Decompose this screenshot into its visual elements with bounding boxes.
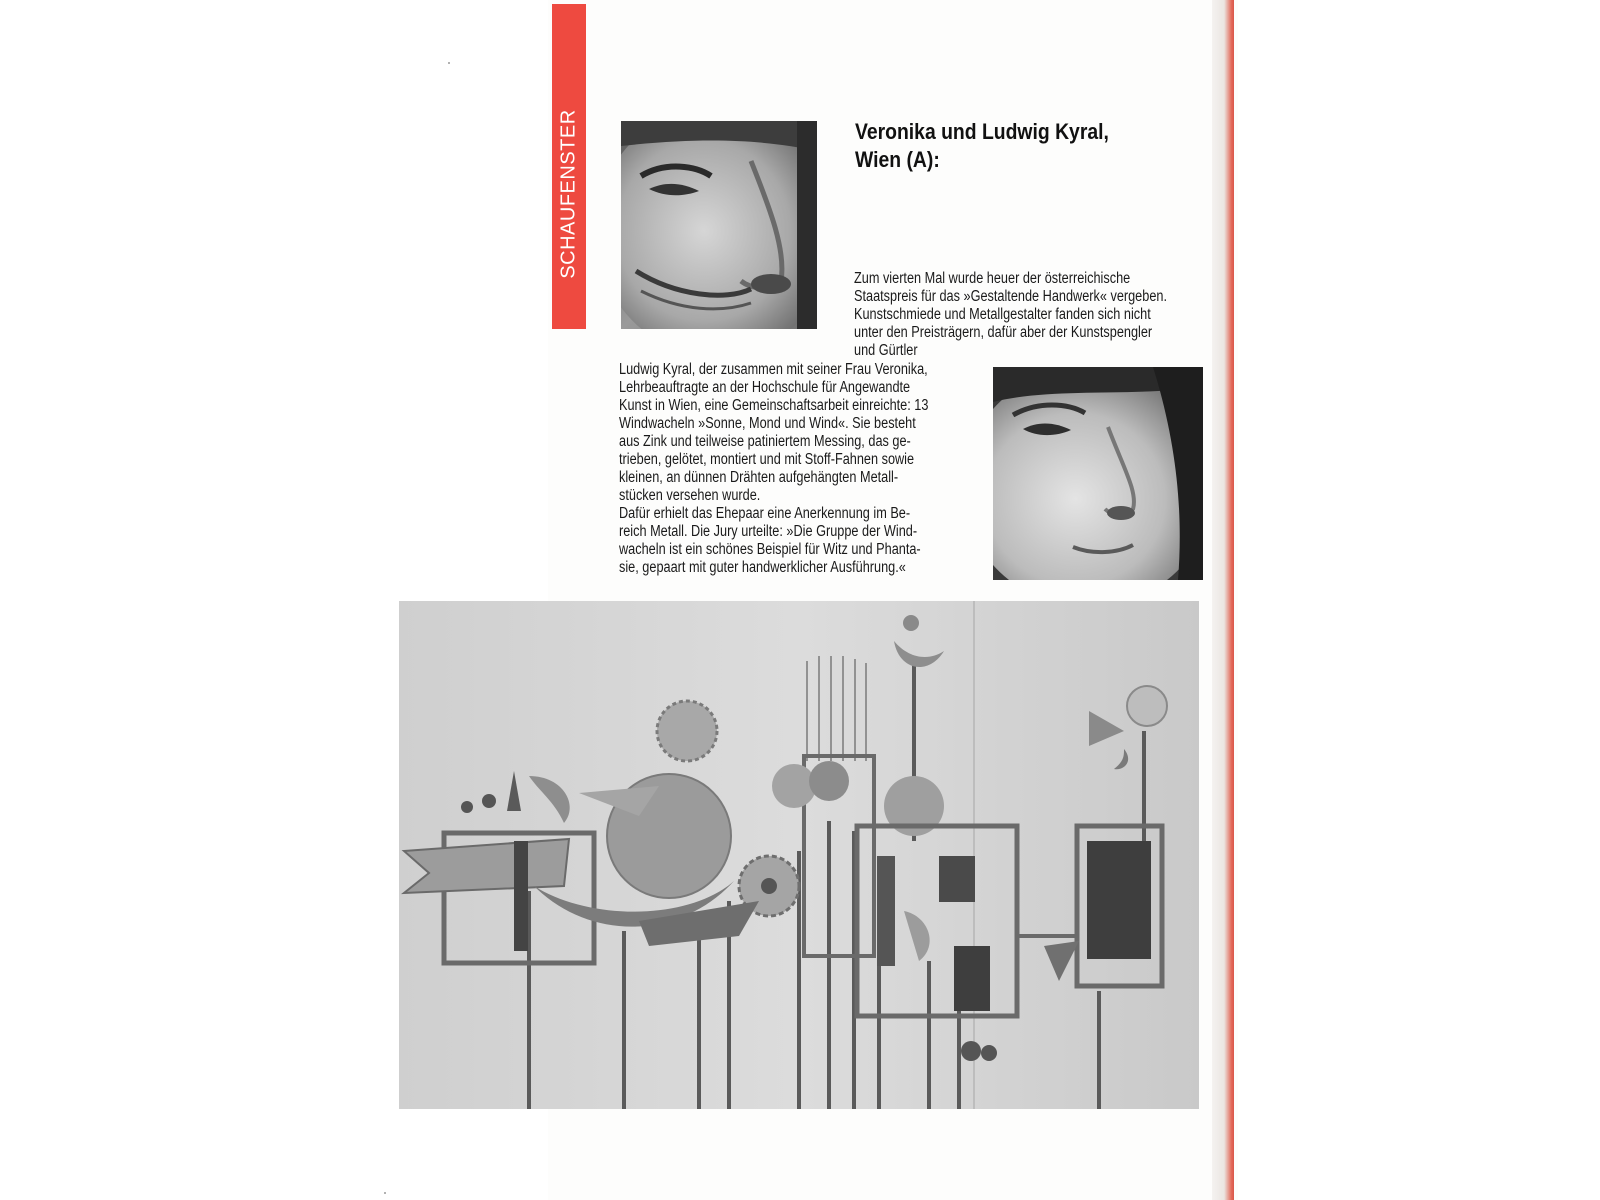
text-line: wacheln ist ein schönes Beispiel für Witz und Phanta-: [619, 541, 921, 558]
text-line: Kunst in Wien, eine Gemeinschaftsarbeit einreichte: 13: [619, 397, 929, 414]
dust-speck: [384, 1192, 386, 1194]
dust-speck: [448, 62, 450, 64]
text-line: trieben, gelötet, montiert und mit Stoff-Fahnen sowie: [619, 451, 915, 468]
text-line: aus Zink und teilweise patiniertem Messing, das ge-: [619, 433, 911, 450]
sculpture-photo-windwacheln: [399, 601, 1199, 1109]
text-line: Dafür erhielt das Ehepaar eine Anerkennung im Be-: [619, 505, 911, 522]
text-line: sie, gepaart mit guter handwerklicher Ausführung.«: [619, 559, 906, 576]
page-edge: [1212, 0, 1234, 1200]
article-headline: [855, 118, 1137, 174]
text-line: stücken versehen wurde.: [619, 487, 761, 504]
text-line: unter den Preisträgern, dafür aber der Kunstspengler: [854, 324, 1153, 341]
text-line: Kunstschmiede und Metallgestalter fanden sich nicht: [854, 306, 1151, 323]
text-line: Lehrbeauftragte an der Hochschule für Angewandte: [619, 379, 911, 396]
headline-line: Veronika und Ludwig Kyral,: [855, 119, 1109, 144]
headline-line: Wien (A):: [855, 147, 940, 172]
body-paragraph: [619, 361, 928, 577]
text-line: Staatspreis für das »Gestaltende Handwerk« vergeben.: [854, 288, 1167, 305]
text-line: Windwacheln »Sonne, Mond und Wind«. Sie besteht: [619, 415, 916, 432]
text-line: kleinen, an dünnen Drähten aufgehängten Metall-: [619, 469, 899, 486]
portrait-veronika-kyral: [993, 367, 1203, 580]
text-line: und Gürtler: [854, 342, 918, 359]
intro-paragraph: [854, 270, 1167, 360]
section-label: SCHAUFENSTER: [557, 109, 580, 279]
text-line: reich Metall. Die Jury urteilte: »Die Gruppe der Wind-: [619, 523, 918, 540]
text-line: Ludwig Kyral, der zusammen mit seiner Frau Veronika,: [619, 361, 928, 378]
text-line: Zum vierten Mal wurde heuer der österreichische: [854, 270, 1131, 287]
portrait-ludwig-kyral: [621, 121, 817, 329]
